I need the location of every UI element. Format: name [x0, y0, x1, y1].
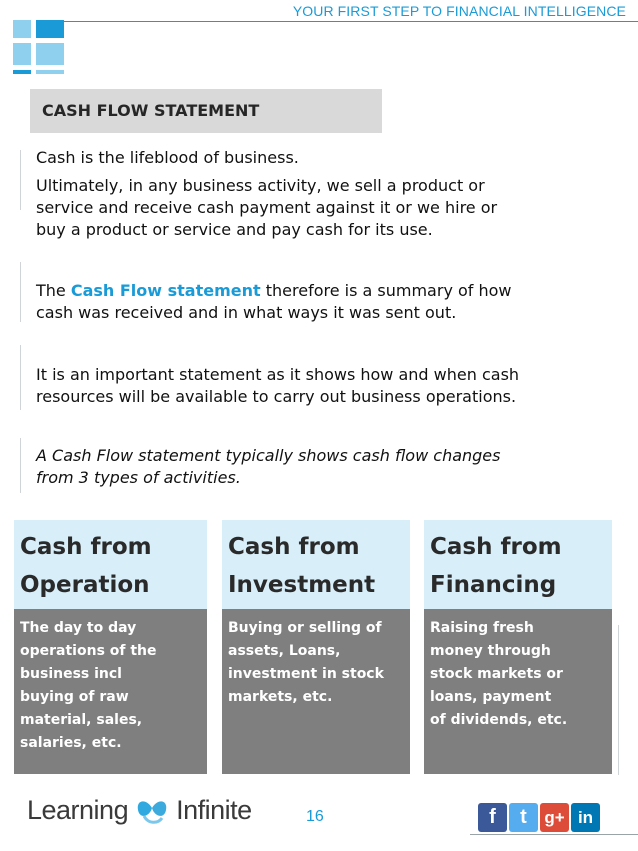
header-tagline: YOUR FIRST STEP TO FINANCIAL INTELLIGENCE — [292, 3, 626, 19]
box-title-line: Investment — [228, 572, 376, 598]
text-line: It is an important statement as it shows how and when cash — [36, 365, 520, 384]
learning-infinite-logo[interactable] — [27, 790, 252, 830]
box-title-line: Operation — [20, 572, 150, 598]
footer-divider — [470, 834, 638, 835]
logo-text-infinite: Infinite — [176, 794, 252, 825]
box-body-line: The day to day — [20, 620, 137, 636]
page-number: 16 — [306, 808, 324, 825]
text-line: resources will be available to carry out business operations. — [36, 387, 517, 406]
left-guide-line — [20, 262, 21, 322]
box-body-line: stock markets or — [430, 666, 563, 682]
twitter-icon[interactable]: t — [509, 803, 538, 832]
paragraph-cash-flow-summary — [36, 280, 581, 324]
box-body-line: operations of the — [20, 643, 157, 659]
paragraph-importance — [36, 364, 581, 408]
box-body-line: assets, Loans, — [228, 643, 341, 659]
box-operation-title — [14, 520, 207, 609]
box-body-line: money through — [430, 643, 551, 659]
highlight-term: Cash Flow statement — [70, 281, 261, 300]
left-guide-line — [20, 438, 21, 493]
box-body-line: buying of raw — [20, 689, 129, 705]
google-plus-icon[interactable]: g+ — [540, 803, 569, 832]
facebook-icon[interactable]: f — [478, 803, 507, 832]
box-body-line: Buying or selling of — [228, 620, 382, 636]
box-title-line: Cash from — [20, 534, 152, 560]
text-line: service and receive cash payment against it or we hire or — [36, 198, 498, 217]
text-fragment: The — [36, 281, 71, 300]
infinity-icon — [132, 788, 172, 832]
logo-text-learning: Learning — [27, 794, 129, 825]
box-title-line: Cash from — [430, 534, 562, 560]
paragraph-lifeblood: Cash is the lifeblood of business. — [36, 148, 299, 167]
box-body-line: Raising fresh — [430, 620, 534, 636]
left-guide-line — [20, 150, 21, 210]
text-fragment: therefore is a summary of how — [260, 281, 512, 300]
paragraph-business-activity — [36, 175, 581, 241]
box-body-line: material, sales, — [20, 712, 143, 728]
text-line: buy a product or service and pay cash for its use. — [36, 220, 433, 239]
right-guide-line — [618, 625, 619, 775]
box-body-line: loans, payment — [430, 689, 552, 705]
box-financing-title — [424, 520, 612, 609]
box-investment-body — [222, 609, 410, 774]
header-divider — [48, 21, 638, 22]
text-line: Ultimately, in any business activity, we sell a product or — [36, 176, 485, 195]
box-operation-body — [14, 609, 207, 774]
text-line: from 3 types of activities. — [36, 468, 241, 487]
paragraph-activity-types — [36, 445, 581, 489]
box-body-line: investment in stock — [228, 666, 384, 682]
box-body-line: business incl — [20, 666, 122, 682]
box-body-line: salaries, etc. — [20, 735, 122, 751]
text-line: cash was received and in what ways it was sent out. — [36, 303, 457, 322]
box-body-line: of dividends, etc. — [430, 712, 568, 728]
box-investment-title — [222, 520, 410, 609]
box-financing-body — [424, 609, 612, 774]
box-title-line: Cash from — [228, 534, 360, 560]
text-line: A Cash Flow statement typically shows cash flow changes — [36, 446, 501, 465]
linkedin-icon[interactable]: in — [571, 803, 600, 832]
box-body-line: markets, etc. — [228, 689, 333, 705]
section-title: CASH FLOW STATEMENT — [30, 89, 382, 133]
left-guide-line — [20, 345, 21, 410]
text-line — [36, 280, 581, 302]
box-title-line: Financing — [430, 572, 557, 598]
